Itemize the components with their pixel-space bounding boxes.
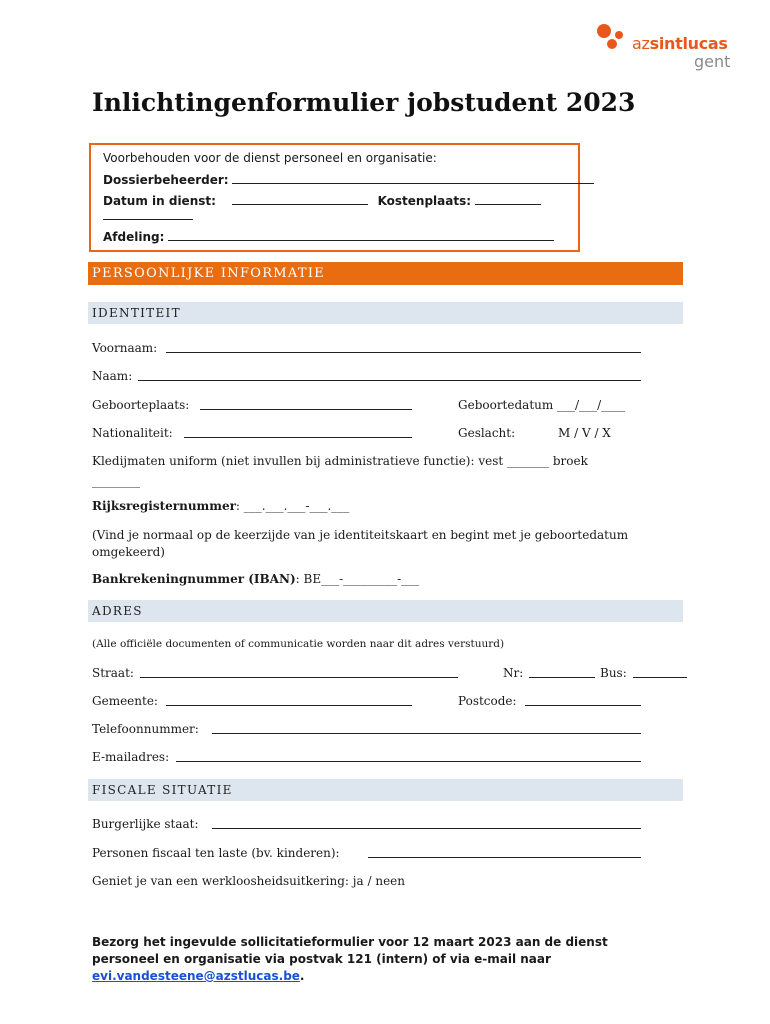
logo-city: gent <box>694 52 731 71</box>
kostenplaats-label: Kostenplaats: <box>377 194 472 208</box>
bank-row <box>92 572 419 586</box>
datum-label: Datum in dienst: <box>103 194 216 208</box>
identity-header: IDENTITEIT <box>88 302 683 324</box>
nationaliteit-label: Nationaliteit: <box>92 426 173 440</box>
straat-label: Straat: <box>92 666 134 680</box>
bus-label: Bus: <box>600 666 627 680</box>
postcode-label: Postcode: <box>458 694 517 708</box>
geboorteplaats-field[interactable] <box>200 409 412 410</box>
afdeling-field[interactable] <box>168 228 554 241</box>
company-logo <box>596 22 746 72</box>
burgerlijke-label: Burgerlijke staat: <box>92 817 199 831</box>
personen-label: Personen fiscaal ten laste (bv. kinderen): <box>92 846 340 860</box>
dossier-row <box>103 171 594 187</box>
page-title: Inlichtingenformulier jobstudent 2023 <box>92 88 636 117</box>
geboortedatum-label[interactable]: Geboortedatum ___/___/____ <box>458 398 626 412</box>
bank-field[interactable]: : BE___-_________-___ <box>295 572 420 586</box>
telefoon-field[interactable] <box>212 733 641 734</box>
rijks-field[interactable]: : ___.___.___-___.___ <box>235 499 350 513</box>
dossier-field[interactable] <box>232 171 594 184</box>
datum-row <box>103 192 541 208</box>
address-header: ADRES <box>88 600 683 622</box>
email-field[interactable] <box>176 761 641 762</box>
footer-instructions <box>92 934 652 985</box>
naam-field[interactable] <box>138 380 641 381</box>
burgerlijke-field[interactable] <box>212 828 641 829</box>
personen-field[interactable] <box>368 857 641 858</box>
fiscal-header: FISCALE SITUATIE <box>88 779 683 801</box>
afdeling-label: Afdeling: <box>103 230 165 244</box>
kledij-label[interactable]: Kledijmaten uniform (niet invullen bij administratieve functie): vest _______ broek <box>92 454 588 468</box>
geslacht-options[interactable]: M / V / X <box>558 426 611 440</box>
afdeling-row <box>103 228 554 244</box>
straat-field[interactable] <box>140 677 458 678</box>
kostenplaats-field[interactable] <box>475 192 541 205</box>
gemeente-label: Gemeente: <box>92 694 158 708</box>
section-personal-header: PERSOONLIJKE INFORMATIE <box>88 262 683 285</box>
geboorteplaats-label: Geboorteplaats: <box>92 398 190 412</box>
nr-label: Nr: <box>503 666 524 680</box>
gemeente-field[interactable] <box>166 705 412 706</box>
reserved-box <box>89 143 580 252</box>
rijks-note: (Vind je normaal op de keerzijde van je identiteitskaart en begint met je geboortedatum omgekeerd) <box>92 528 629 559</box>
logo-mark-icon <box>596 22 632 52</box>
bank-label: Bankrekeningnummer (IBAN) <box>92 572 296 586</box>
footer-text: Bezorg het ingevulde sollicitatieformulier voor 12 maart 2023 aan de dienst personeel en organisatie via postvak 121 (intern) of via e-mail naar <box>92 935 608 966</box>
naam-label: Naam: <box>92 369 133 383</box>
dossier-label: Dossierbeheerder: <box>103 173 229 187</box>
kostenplaats-field-cont[interactable] <box>103 207 193 220</box>
voornaam-field[interactable] <box>166 352 641 353</box>
postcode-field[interactable] <box>525 705 641 706</box>
kledij-label-cont[interactable]: ________ <box>92 474 140 488</box>
nationaliteit-field[interactable] <box>184 437 412 438</box>
logo-text: azsintlucas <box>632 34 728 53</box>
voornaam-label: Voornaam: <box>92 341 158 355</box>
datum-field[interactable] <box>232 192 368 205</box>
rijks-label: Rijksregisternummer <box>92 499 236 513</box>
footer-end: . <box>299 969 305 983</box>
email-label: E-mailadres: <box>92 750 170 764</box>
rijks-row <box>92 499 349 513</box>
bus-field[interactable] <box>633 677 687 678</box>
footer-email-link[interactable]: evi.vandesteene@azstlucas.be <box>92 969 300 983</box>
address-note: (Alle officiële documenten of communicatie worden naar dit adres verstuurd) <box>92 638 505 650</box>
telefoon-label: Telefoonnummer: <box>92 722 199 736</box>
werkloos-label[interactable]: Geniet je van een werkloosheidsuitkering: ja / neen <box>92 874 405 888</box>
reserved-intro: Voorbehouden voor de dienst personeel en organisatie: <box>103 151 437 165</box>
nr-field[interactable] <box>529 677 595 678</box>
kostenplaats-cont <box>103 207 193 223</box>
geslacht-label: Geslacht: <box>458 426 516 440</box>
